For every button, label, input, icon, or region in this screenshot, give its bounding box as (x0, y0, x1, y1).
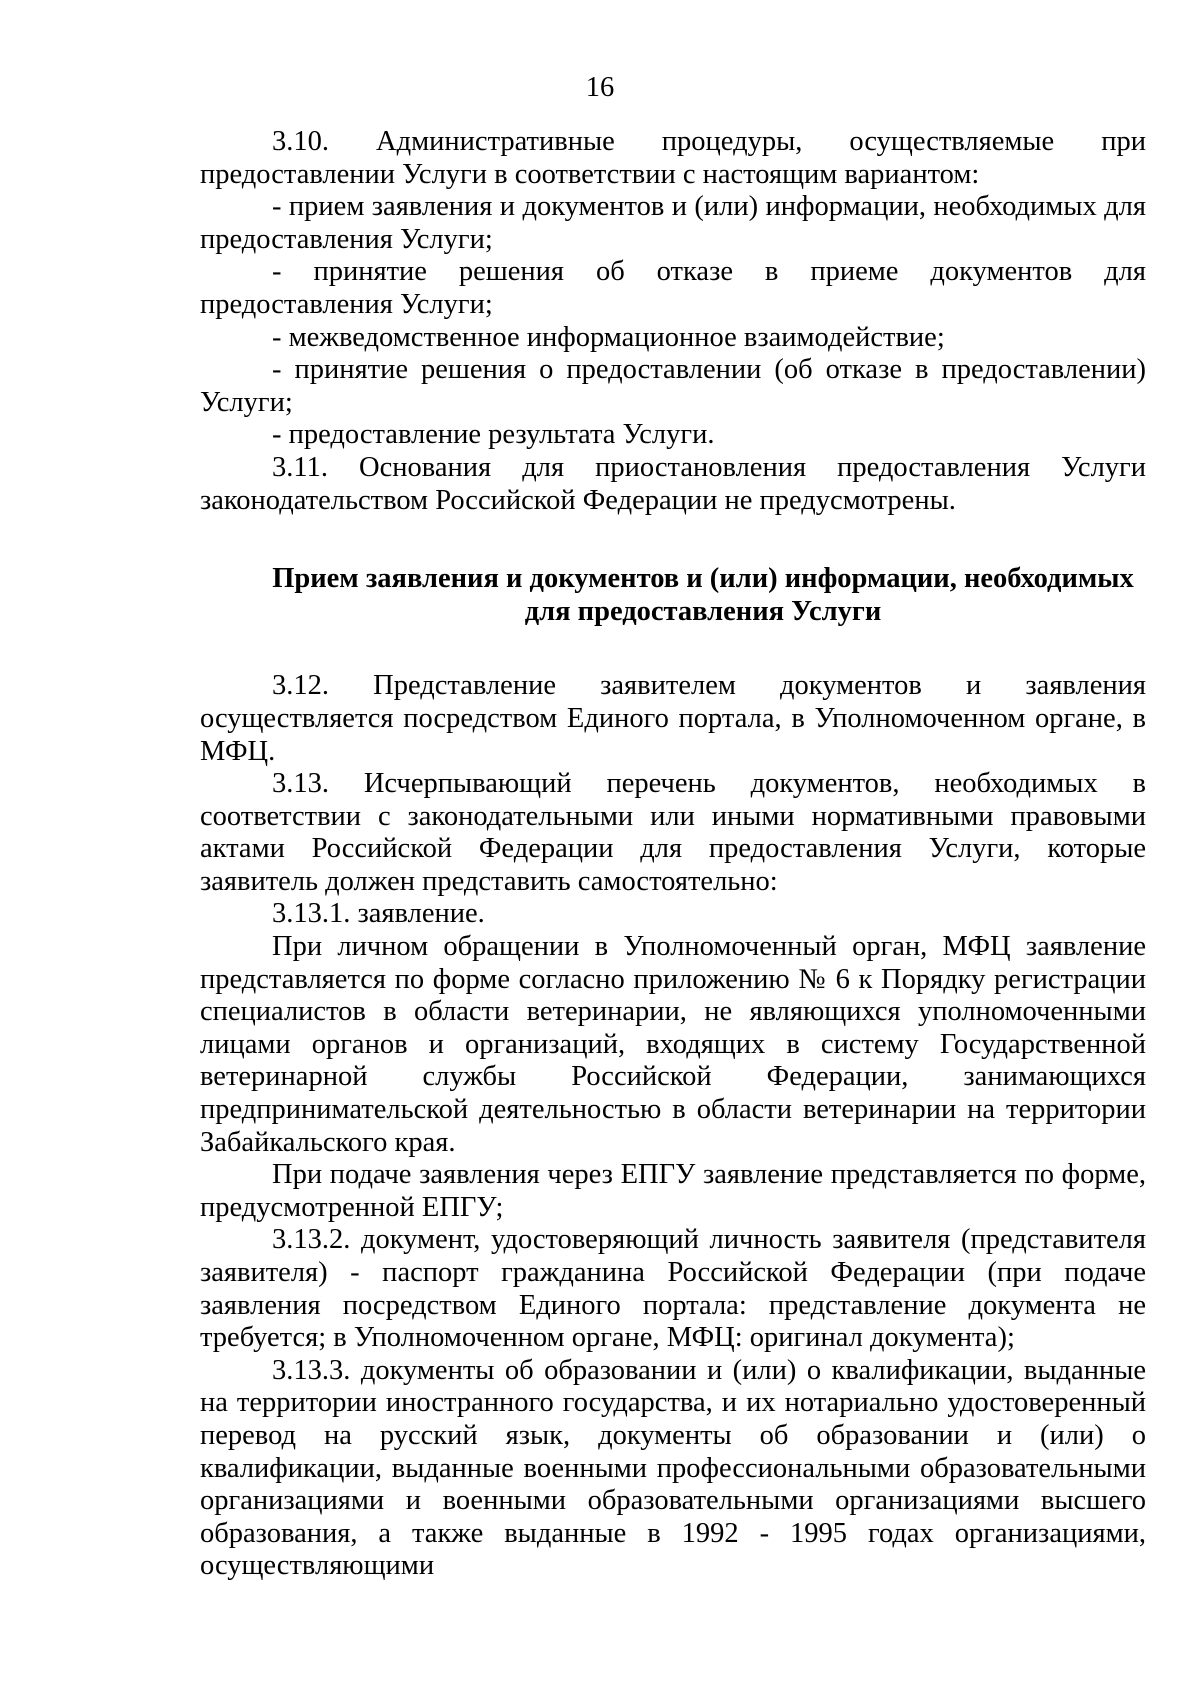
paragraph-3-13-2: 3.13.2. документ, удостоверяющий личность заявителя (представителя заявителя) - паспорт гражданина Российской Федерации (при подаче заявления посредством Единого портала: представление документа не требуется; в Уполномоченном органе, МФЦ: оригинал документа); (200, 1224, 1146, 1354)
document-body (200, 126, 1146, 1583)
list-item-refusal-decision: - принятие решения об отказе в приеме документов для предоставления Услуги; (200, 256, 1146, 320)
paragraph-epgu-application: При подаче заявления через ЕПГУ заявление представляется по форме, предусмотренной ЕПГУ; (200, 1159, 1146, 1223)
paragraph-3-12: 3.12. Представление заявителем документов и заявления осуществляется посредством Единого портала, в Уполномоченном органе, в МФЦ. (200, 670, 1146, 767)
paragraph-3-11: 3.11. Основания для приостановления предоставления Услуги законодательством Российской Федерации не предусмотрены. (200, 451, 1146, 516)
list-item-receive-application: - прием заявления и документов и (или) информации, необходимых для предоставления Услуги; (200, 191, 1146, 255)
list-item-interagency-interaction: - межведомственное информационное взаимодействие; (272, 321, 945, 353)
paragraph-3-13: 3.13. Исчерпывающий перечень документов, необходимых в соответствии с законодательными или иными нормативными правовыми актами Российской Федерации для предоставления Услуги, которые заявитель должен представить самостоятельно: (200, 768, 1146, 897)
paragraph-3-10: 3.10. Административные процедуры, осуществляемые при предоставлении Услуги в соответствии с настоящим вариантом: (200, 126, 1146, 190)
section-heading (200, 563, 1146, 628)
paragraph-3-13-1: 3.13.1. заявление. (272, 898, 485, 930)
paragraph-3-13-3: 3.13.3. документы об образовании и (или) о квалификации, выданные на территории иностранного государства, и их нотариально удостоверенный перевод на русский язык, документы об образовании и (или) о квалификации, выданные военными профессиональными образовательными организациями и военными образовательными организациями высшего образования, а также выданные в 1992 - 1995 годах организациями, осуществляющими (200, 1354, 1146, 1582)
list-item-provision-decision: - принятие решения о предоставлении (об отказе в предоставлении) Услуги; (200, 354, 1146, 418)
paragraph-personal-application: При личном обращении в Уполномоченный орган, МФЦ заявление представляется по форме согласно приложению № 6 к Порядку регистрации специалистов в области ветеринарии, не являющихся уполномоченными лицами органов и организаций, входящих в систему Государственной ветеринарной службы Российской Федерации, занимающихся предпринимательской деятельностью в области ветеринарии на территории Забайкальского края. (200, 931, 1146, 1158)
list-item-provide-result: - предоставление результата Услуги. (272, 419, 715, 451)
section-heading-line-2: для предоставления Услуги (524, 595, 882, 627)
page-number: 16 (585, 72, 615, 103)
section-heading-line-1: Прием заявления и документов и (или) информации, необходимых (272, 563, 1134, 595)
